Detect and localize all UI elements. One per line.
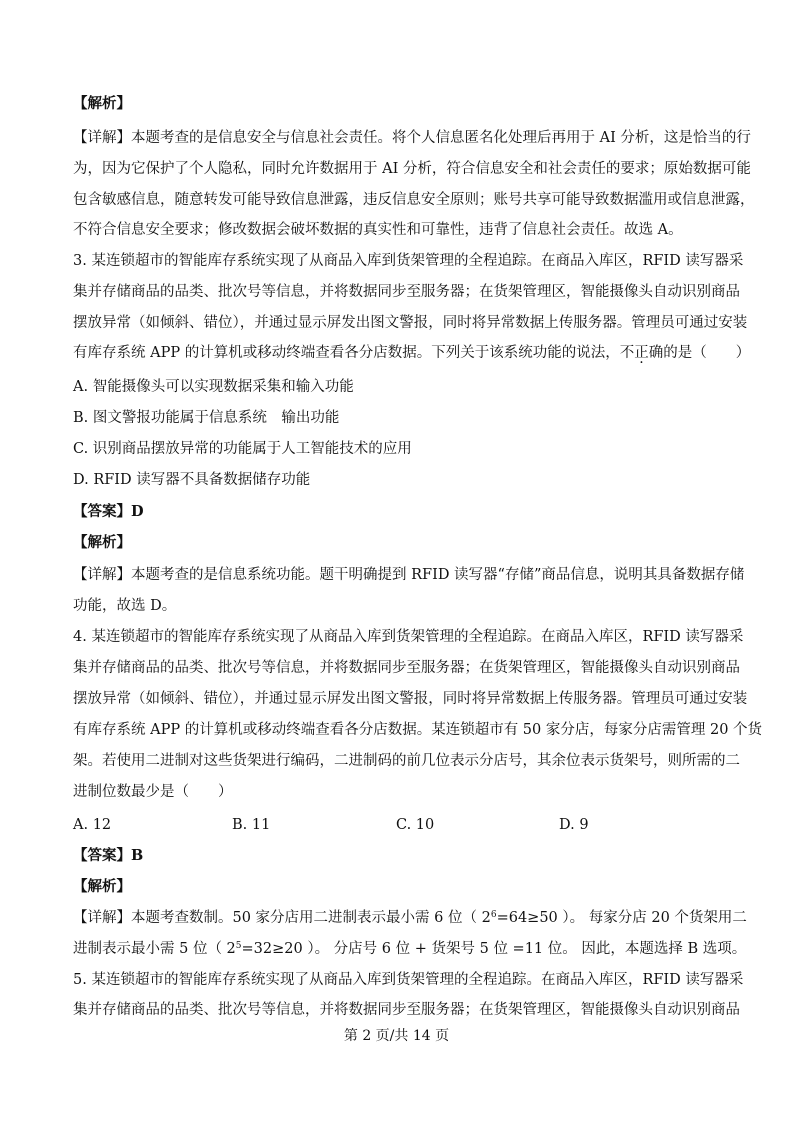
answer-label: 【答案】D: [73, 503, 144, 520]
option-c: C. 10: [396, 817, 435, 833]
question-4-stem-line: 进制位数最少是（ ）: [73, 784, 233, 800]
exponent: 6: [490, 910, 497, 920]
detail-text: =64≥50 ）。 每家分店 20 个货架用二: [496, 910, 747, 926]
option-c: C. 识别商品摆放异常的功能属于人工智能技术的应用: [73, 441, 412, 457]
analysis-heading: 【解析】: [73, 878, 131, 895]
page-footer: 第 2 页/共 14 页: [343, 1028, 450, 1044]
question-4-stem-line: 集并存储商品的品类、批次号等信息，并将数据同步至服务器；在货架管理区，智能摄像头自动识别商品: [73, 660, 740, 676]
detail-line: [73, 939, 746, 959]
question-4-stem-line: 有库存系统 APP 的计算机或移动终端查看各分店数据。某连锁超市有 50 家分店，每家分店需管理 20 个货: [73, 722, 763, 738]
detail-line: 不符合信息安全要求；修改数据会破坏数据的真实性和可靠性，违背了信息社会责任。故选 A。: [73, 222, 683, 238]
question-5-stem-line: 集并存储商品的品类、批次号等信息，并将数据同步至服务器；在货架管理区，智能摄像头自动识别商品: [73, 1002, 740, 1018]
detail-line: [73, 908, 747, 928]
option-a: A. 智能摄像头可以实现数据采集和输入功能: [73, 379, 354, 395]
question-3-stem-line-last: [73, 343, 750, 363]
question-4-stem-line: 摆放异常（如倾斜、错位），并通过显示屏发出图文警报，同时将异常数据上传服务器。管理员可通过安装: [73, 691, 748, 707]
question-4-stem-line: 4. 某连锁超市的智能库存系统实现了从商品入库到货架管理的全程追踪。在商品入库区，RFID 读写器采: [73, 629, 744, 645]
detail-line: 【详解】本题考查的是信息系统功能。题干明确提到 RFID 读写器“存储”商品信息，说明其具备数据存储: [73, 567, 745, 583]
option-a: A. 12: [73, 817, 112, 833]
emphasis-text: 不正确: [619, 345, 664, 361]
answer-label: 【答案】B: [73, 847, 144, 864]
question-5-stem-line: 5. 某连锁超市的智能库存系统实现了从商品入库到货架管理的全程追踪。在商品入库区，RFID 读写器采: [73, 972, 744, 988]
question-3-stem-line: 摆放异常（如倾斜、错位），并通过显示屏发出图文警报，同时将异常数据上传服务器。管理员可通过安装: [73, 315, 748, 331]
option-b: B. 11: [232, 817, 271, 833]
exponent: 5: [235, 941, 242, 951]
option-b: B. 图文警报功能属于信息系统 输出功能: [73, 410, 340, 426]
detail-line: 功能，故选 D。: [73, 598, 177, 614]
detail-text: =32≥20 ）。 分店号 6 位 + 货架号 5 位 =11 位。 因此，本题选择 B 选项。: [241, 941, 747, 957]
detail-text: 进制表示最小需 5 位（ 2: [73, 941, 236, 957]
detail-line: 包含敏感信息，随意转发可能导致信息泄露，违反信息安全原则；账号共享可能导致数据滥用或信息泄露，: [73, 192, 755, 208]
question-3-stem-line: 集并存储商品的品类、批次号等信息，并将数据同步至服务器；在货架管理区，智能摄像头自动识别商品: [73, 284, 740, 300]
question-3-stem-line: 3. 某连锁超市的智能库存系统实现了从商品入库到货架管理的全程追踪。在商品入库区，RFID 读写器采: [73, 253, 744, 269]
question-4-stem-line: 架。若使用二进制对这些货架进行编码，二进制码的前几位表示分店号，其余位表示货架号，则所需的二: [73, 753, 740, 769]
stem-text: 有库存系统 APP 的计算机或移动终端查看各分店数据。下列关于该系统功能的说法，: [73, 345, 620, 361]
detail-line: 【详解】本题考查的是信息安全与信息社会责任。将个人信息匿名化处理后再用于 AI 分析，这是恰当的行: [73, 130, 751, 146]
option-d: D. RFID 读写器不具备数据储存功能: [73, 472, 311, 488]
analysis-heading: 【解析】: [73, 95, 131, 112]
stem-tail: 的是（ ）: [663, 345, 751, 361]
detail-line: 为，因为它保护了个人隐私，同时允许数据用于 AI 分析，符合信息安全和社会责任的要求；原始数据可能: [73, 161, 751, 177]
analysis-heading: 【解析】: [73, 534, 131, 551]
detail-text: 【详解】本题考查数制。50 家分店用二进制表示最小需 6 位（ 2: [73, 910, 491, 926]
option-d: D. 9: [559, 817, 589, 833]
